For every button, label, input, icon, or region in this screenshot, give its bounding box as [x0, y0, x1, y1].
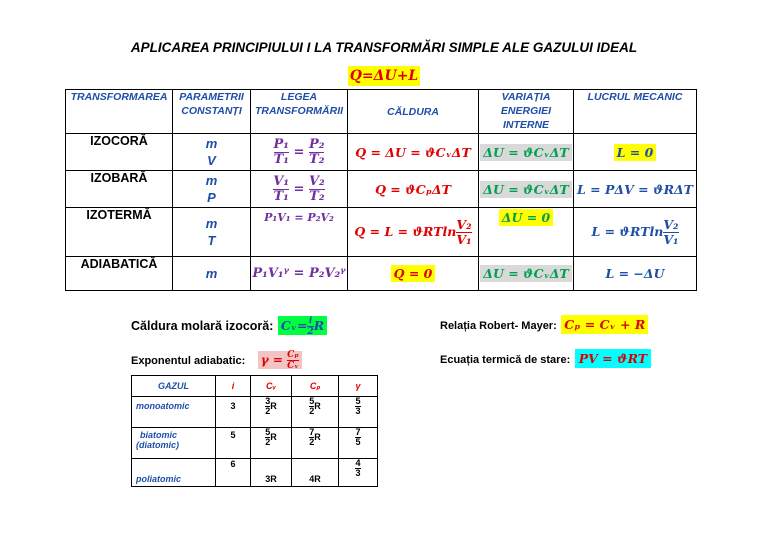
- gas-header-cp: Cₚ: [292, 376, 339, 397]
- row-law: P₁V₁ = P₂V₂: [251, 208, 348, 257]
- row-heat: Q = 0: [348, 257, 479, 291]
- gas-table-header: [132, 376, 378, 397]
- row-law: P₁V₁ᵞ = P₂V₂ᵞ: [251, 257, 348, 291]
- row-work: L = 0: [574, 134, 697, 171]
- gas-gamma: $\frac{5}{3}$: [339, 397, 378, 428]
- molar-heat-formula: Cᵥ= $\frac{i}{2}$ R: [278, 316, 327, 335]
- molar-heat-label: Căldura molară izocoră:: [131, 319, 274, 333]
- table-row: [132, 428, 378, 459]
- table-row: [66, 134, 697, 171]
- gas-header-cv: Cᵥ: [251, 376, 292, 397]
- header-mechanical-work: LUCRUL MECANIC: [574, 90, 697, 134]
- gas-cp: $\frac{5}{2}$ R: [292, 397, 339, 428]
- header-heat: CĂLDURA: [348, 90, 479, 134]
- row-heat: Q = L = ϑRTln $\frac{\text{V₂}}{\text{V₁}}$: [348, 208, 479, 257]
- row-energy: ΔU = ϑCᵥΔT: [479, 134, 574, 171]
- row-params: m V: [173, 134, 251, 171]
- state-equation-formula: PV = ϑRT: [575, 349, 651, 368]
- robert-mayer-block: [440, 316, 648, 334]
- transformations-table: [65, 89, 697, 291]
- gas-header-gas: GAZUL: [132, 376, 216, 397]
- row-params: m: [173, 257, 251, 291]
- table-row: [66, 208, 697, 257]
- robert-mayer-formula: Cₚ = Cᵥ + R: [561, 315, 648, 334]
- row-energy: ΔU = ϑCᵥΔT: [479, 257, 574, 291]
- gas-name: biatomic (diatomic): [132, 428, 216, 459]
- table-row: [132, 459, 378, 487]
- row-heat: Q = ΔU = ϑCᵥΔT: [348, 134, 479, 171]
- header-transformation-law: LEGEA TRANSFORMĂRII: [251, 90, 348, 134]
- row-name-isobaric: IZOBARĂ: [66, 171, 173, 208]
- gas-table: [131, 375, 378, 487]
- row-name-isothermal: IZOTERMĂ: [66, 208, 173, 257]
- row-params: m T: [173, 208, 251, 257]
- state-equation-label: Ecuația termică de stare:: [440, 354, 571, 366]
- gas-cv: $\frac{5}{2}$ R: [251, 428, 292, 459]
- header-constant-params: PARAMETRII CONSTANȚI: [173, 90, 251, 134]
- row-energy: ΔU = 0: [479, 208, 574, 257]
- gas-name: monoatomic: [132, 397, 216, 428]
- row-work: L = ϑRTln $\frac{\text{V₂}}{\text{V₁}}$: [574, 208, 697, 257]
- table-row: [66, 257, 697, 291]
- row-name-isochoric: IZOCORĂ: [66, 134, 173, 171]
- molar-heat-block: [131, 316, 327, 337]
- table-row: [66, 171, 697, 208]
- adiabatic-exponent-label: Exponentul adiabatic:: [131, 355, 246, 367]
- gas-cv: $\frac{3}{2}$ R: [251, 397, 292, 428]
- first-principle-formula: Q=ΔU+L: [349, 68, 419, 84]
- adiabatic-exponent-formula: γ = $\frac{\text{Cₚ}}{\text{Cᵥ}}$: [258, 351, 302, 369]
- gas-i: 5: [216, 428, 251, 459]
- page-title: APLICAREA PRINCIPIULUI I LA TRANSFORMĂRI SIMPLE ALE GAZULUI IDEAL: [130, 40, 638, 55]
- gas-gamma: $\frac{7}{5}$: [339, 428, 378, 459]
- gas-cp: 4R: [292, 459, 339, 487]
- header-internal-energy: VARIAȚIA ENERGIEI INTERNE: [479, 90, 574, 134]
- robert-mayer-label: Relația Robert- Mayer:: [440, 320, 557, 332]
- row-work: L = −ΔU: [574, 257, 697, 291]
- adiabatic-exponent-block: [131, 350, 302, 371]
- row-work: L = PΔV = ϑRΔT: [574, 171, 697, 208]
- row-heat: Q = ϑCₚΔT: [348, 171, 479, 208]
- gas-header-gamma: γ: [339, 376, 378, 397]
- header-transformation: TRANSFORMAREA: [66, 90, 173, 134]
- gas-name: poliatomic: [132, 459, 216, 487]
- row-energy: ΔU = ϑCᵥΔT: [479, 171, 574, 208]
- row-name-adiabatic: ADIABATICĂ: [66, 257, 173, 291]
- table-header-row: [66, 90, 697, 134]
- gas-gamma: $\frac{4}{3}$: [339, 459, 378, 487]
- row-law: $\frac{\text{P₁}}{\text{T₁}}$ = $\frac{\text{P₂}}{\text{T₂}}$: [251, 134, 348, 171]
- table-row: [132, 397, 378, 428]
- gas-i: 6: [216, 459, 251, 487]
- gas-cv: 3R: [251, 459, 292, 487]
- gas-i: 3: [216, 397, 251, 428]
- row-params: m P: [173, 171, 251, 208]
- row-law: $\frac{\text{V₁}}{\text{T₁}}$ = $\frac{\text{V₂}}{\text{T₂}}$: [251, 171, 348, 208]
- gas-cp: $\frac{7}{2}$ R: [292, 428, 339, 459]
- state-equation-block: [440, 350, 651, 368]
- gas-header-i: i: [216, 376, 251, 397]
